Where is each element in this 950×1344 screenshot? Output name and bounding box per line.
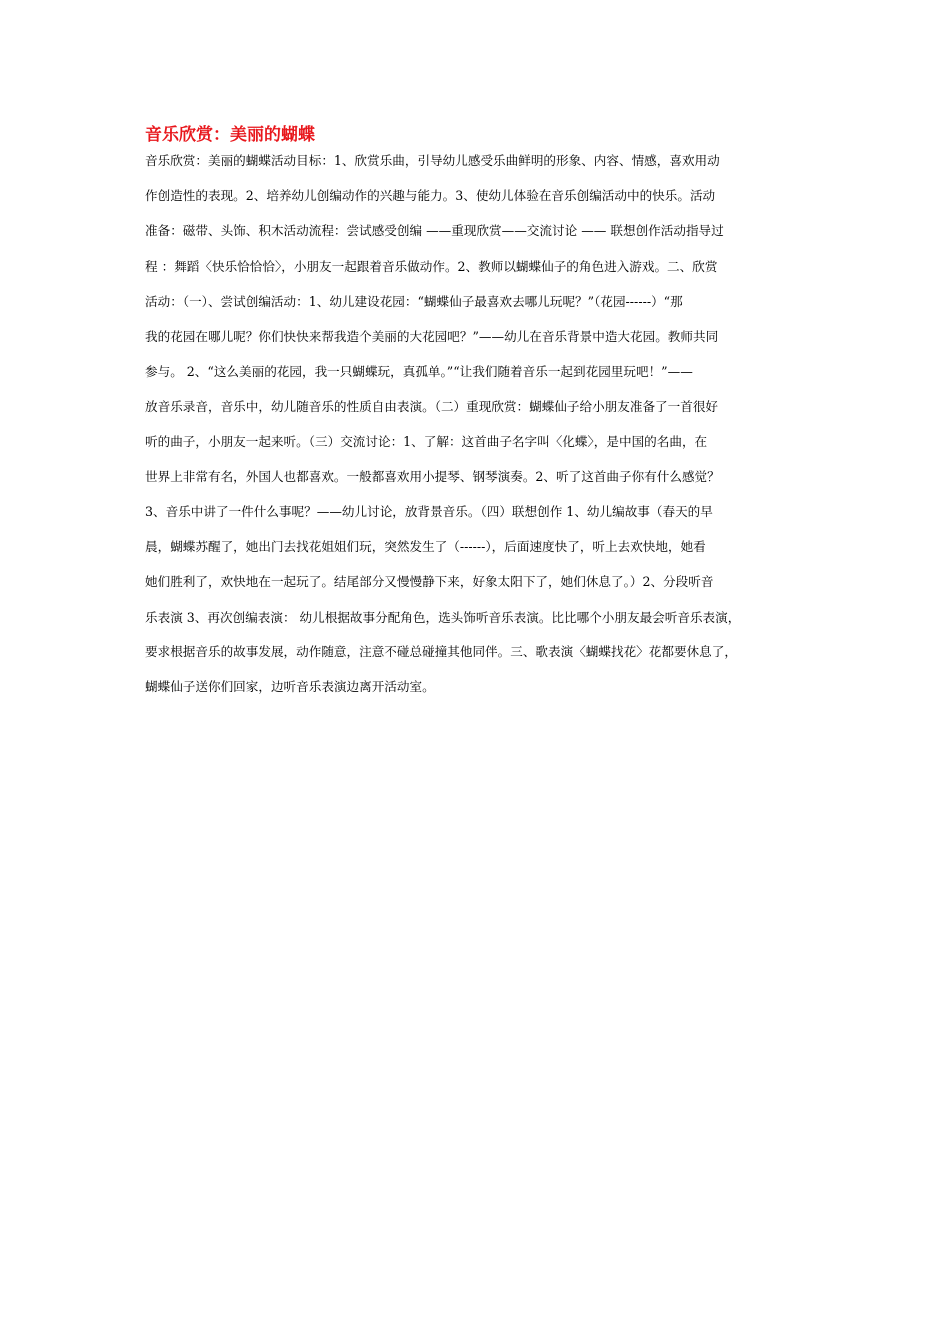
body-line: 程 ：舞蹈〈快乐恰恰恰〉，小朋友一起跟着音乐做动作。2、教师以蝴蝶仙子的角色进入游戏。二、欣赏	[145, 259, 718, 274]
body-line: 参与。 2、“这么美丽的花园，我一只蝴蝶玩，真孤单。”“让我们随着音乐一起到花园里玩吧！”——	[145, 364, 693, 379]
body-line: 她们胜利了，欢快地在一起玩了。结尾部分又慢慢静下来，好象太阳下了，她们休息了。）2、分段听音	[145, 574, 714, 589]
body-line: 晨，蝴蝶苏醒了，她出门去找花姐姐们玩，突然发生了（------），后面速度快了，听上去欢快地，她看	[145, 539, 706, 554]
body-line: 听的曲子，小朋友一起来听。（三）交流讨论：1、了解：这首曲子名字叫〈化蝶〉，是中国的名曲，在	[145, 434, 708, 449]
body-line: 放音乐录音，音乐中，幼儿随音乐的性质自由表演。（二）重现欣赏：蝴蝶仙子给小朋友准备了一首很好	[145, 399, 719, 414]
body-line: 要求根据音乐的故事发展，动作随意，注意不碰总碰撞其他同伴。三、歌表演〈蝴蝶找花〉花都要休息了，	[145, 644, 737, 659]
body-line: 音乐欣赏：美丽的蝴蝶活动目标：1、欣赏乐曲，引导幼儿感受乐曲鲜明的形象、内容、情感，喜欢用动	[145, 153, 720, 168]
body-line: 活动：（一）、尝试创编活动：1、幼儿建设花园：“蝴蝶仙子最喜欢去哪儿玩呢？”（花园------）“那	[145, 294, 683, 309]
body-line: 世界上非常有名，外国人也都喜欢。一般都喜欢用小提琴、钢琴演奏。2、听了这首曲子你有什么感觉？	[145, 469, 720, 484]
body-line: 我的花园在哪儿呢？你们快快来帮我造个美丽的大花园吧？”——幼儿在音乐背景中造大花园。教师共同	[145, 329, 719, 344]
body-line: 乐表演 3、再次创编表演： 幼儿根据故事分配角色，选头饰听音乐表演。比比哪个小朋友最会听音乐表演，	[145, 610, 741, 625]
body-line: 3、音乐中讲了一件什么事呢？——幼儿讨论，放背景音乐。（四）联想创作 1、幼儿编故事（春天的早	[145, 504, 713, 519]
body-line: 蝴蝶仙子送你们回家，边听音乐表演边离开活动室。	[145, 679, 435, 694]
body-line: 作创造性的表现。2、培养幼儿创编动作的兴趣与能力。3、使幼儿体验在音乐创编活动中的快乐。活动	[145, 188, 716, 203]
body-line: 准备：磁带、头饰、积木活动流程：尝试感受创编 ——重现欣赏——交流讨论 —— 联想创作活动指导过	[145, 223, 724, 238]
document-title: 音乐欣赏：美丽的蝴蝶	[145, 125, 315, 145]
